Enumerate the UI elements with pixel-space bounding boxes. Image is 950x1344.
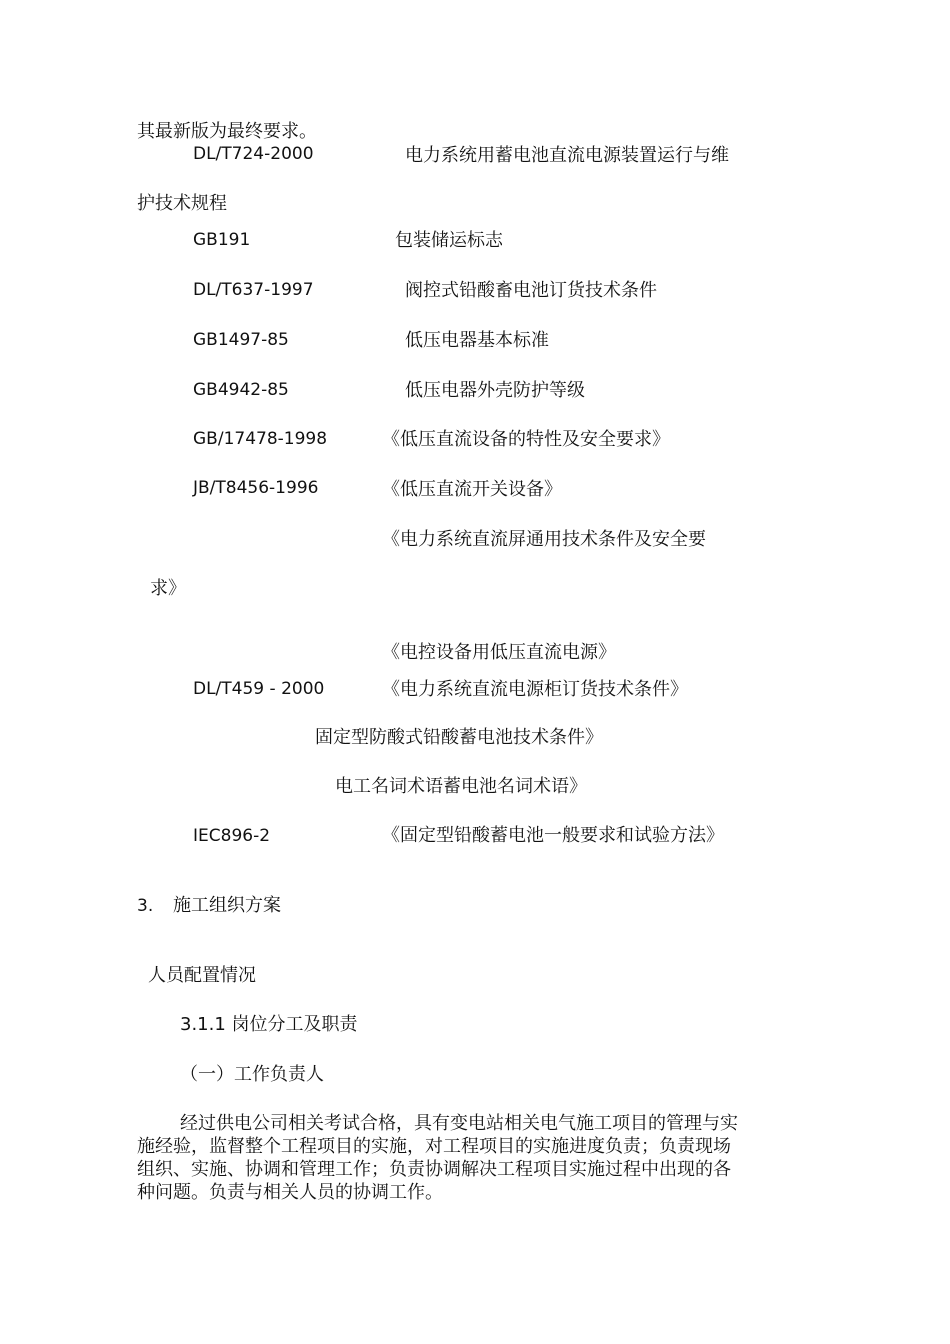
subsection-title: 人员配置情况 — [148, 965, 256, 986]
standard-title-continued: 求》 — [150, 578, 186, 599]
body-paragraph — [137, 1112, 817, 1204]
standard-title: 《低压直流开关设备》 — [382, 479, 562, 500]
standard-title: 低压电器外壳防护等级 — [405, 380, 585, 401]
standard-code: JB/T8456-1996 — [193, 478, 319, 498]
standard-title: 《电力系统直流电源柜订货技术条件》 — [382, 679, 688, 700]
subsubsection-title: 3.1.1 岗位分工及职责 — [180, 1014, 358, 1035]
standard-title: 阀控式铅酸畜电池订货技术条件 — [405, 280, 657, 301]
standard-title: 电工名词术语蓄电池名词术语》 — [335, 776, 587, 797]
standard-code: IEC896-2 — [193, 826, 271, 846]
standard-code: GB1497-85 — [193, 330, 289, 350]
standard-title: 《电控设备用低压直流电源》 — [382, 642, 616, 663]
standard-title: 电力系统用蓄电池直流电源装置运行与维 — [405, 145, 729, 166]
standard-code: DL/T459 - 2000 — [193, 679, 325, 699]
standard-code: GB4942-85 — [193, 380, 289, 400]
standard-title: 固定型防酸式铅酸蓄电池技术条件》 — [315, 727, 603, 748]
standard-title: 《电力系统直流屏通用技术条件及安全要 — [382, 529, 706, 550]
standard-code: DL/T637-1997 — [193, 280, 314, 300]
standard-title: 包装储运标志 — [395, 230, 503, 251]
standard-code: GB/17478-1998 — [193, 429, 328, 449]
standard-title: 《低压直流设备的特性及安全要求》 — [382, 429, 670, 450]
item-heading: （一）工作负责人 — [180, 1064, 324, 1085]
intro-line: 其最新版为最终要求。 — [137, 121, 317, 142]
standard-title: 低压电器基本标准 — [405, 330, 549, 351]
standard-title: 《固定型铅酸蓄电池一般要求和试验方法》 — [382, 825, 724, 846]
standard-code: DL/T724-2000 — [193, 144, 314, 164]
paragraph-line: 施经验，监督整个工程项目的实施，对工程项目的实施进度负责；负责现场 — [137, 1136, 731, 1157]
section-title: 施工组织方案 — [173, 895, 281, 916]
section-number: 3. — [137, 896, 154, 916]
paragraph-line: 经过供电公司相关考试合格，具有变电站相关电气施工项目的管理与实 — [180, 1113, 738, 1134]
standard-title-continued: 护技术规程 — [137, 193, 227, 214]
paragraph-line: 组织、实施、协调和管理工作；负责协调解决工程项目实施过程中出现的各 — [137, 1159, 731, 1180]
paragraph-line: 种问题。负责与相关人员的协调工作。 — [137, 1182, 443, 1203]
standard-code: GB191 — [193, 230, 251, 250]
